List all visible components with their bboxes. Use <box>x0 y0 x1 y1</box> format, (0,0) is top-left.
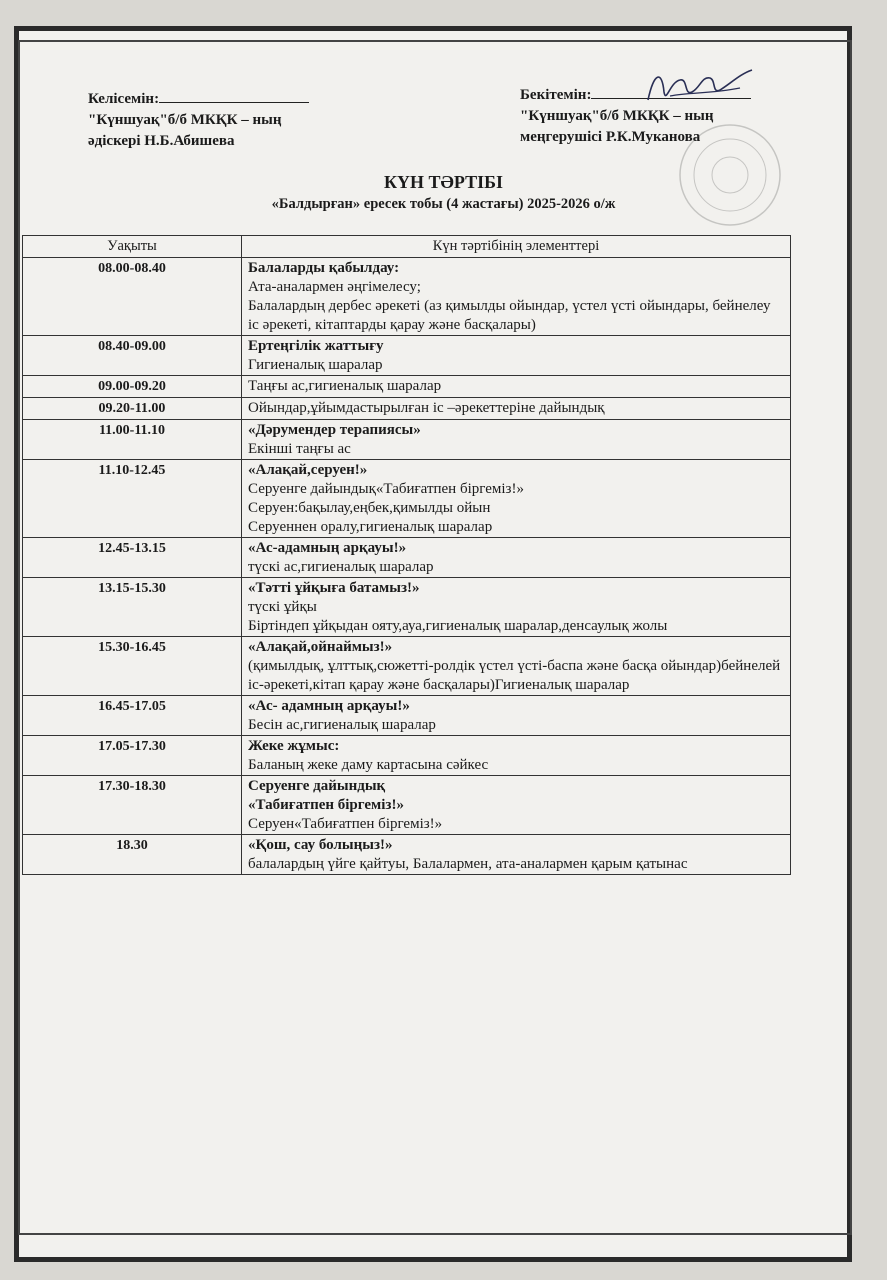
activity-line: Серуен«Табиғатпен біргеміз!» <box>248 816 443 832</box>
table-row <box>23 538 791 578</box>
table-row <box>23 420 791 460</box>
activity-line: «Алақай,серуен!» <box>248 462 368 478</box>
activity-line: Серуеннен оралу,гигиеналық шаралар <box>248 519 493 535</box>
time-cell: 17.30-18.30 <box>23 776 242 835</box>
signature-image <box>640 62 760 112</box>
time-cell: 18.30 <box>23 835 242 875</box>
activities-cell <box>242 538 791 578</box>
activities-cell <box>242 736 791 776</box>
table-row <box>23 460 791 538</box>
table-row <box>23 398 791 420</box>
time-cell: 09.20-11.00 <box>23 398 242 420</box>
activity-line: Бесін ас,гигиеналық шаралар <box>248 717 436 733</box>
activity-line: түскі ас,гигиеналық шаралар <box>248 559 434 575</box>
column-header-time: Уақыты <box>23 236 242 258</box>
agreed-signature-line <box>159 88 309 103</box>
time-cell: 09.00-09.20 <box>23 376 242 398</box>
activity-line: «Қош, сау болыңыз!» <box>248 837 393 853</box>
time-cell: 17.05-17.30 <box>23 736 242 776</box>
table-row <box>23 736 791 776</box>
activities-cell <box>242 398 791 420</box>
table-row <box>23 336 791 376</box>
activities-cell <box>242 637 791 696</box>
page-title: КҮН ТӘРТІБІ <box>384 172 503 192</box>
time-cell: 08.00-08.40 <box>23 258 242 336</box>
activity-line: «Табиғатпен біргеміз!» <box>248 797 404 813</box>
activity-line: Біртіндеп ұйқыдан ояту,ауа,гигиеналық шаралар,денсаулық жолы <box>248 618 668 634</box>
activity-line: Баланың жеке даму картасына сәйкес <box>248 757 489 773</box>
approved-org: "Күншуақ"б/б МКҚК – ның <box>520 108 714 124</box>
activity-line: Балалардың дербес әрекеті (аз қимылды ойындар, үстел үсті ойындары, бейнелеу іс әрекеті, кітаптарды қарау және басқалары) <box>248 298 771 333</box>
approved-person: меңгерушісі Р.К.Муканова <box>520 129 701 145</box>
schedule-table <box>22 235 791 875</box>
activity-line: түскі ұйқы <box>248 599 317 615</box>
activities-cell <box>242 696 791 736</box>
activity-line: Ойындар,ұйымдастырылған іс –әрекеттеріне дайындық <box>248 400 605 416</box>
agreed-block <box>88 88 309 152</box>
activities-cell <box>242 376 791 398</box>
activities-cell <box>242 578 791 637</box>
table-row <box>23 835 791 875</box>
agreed-label: Келісемін: <box>88 91 160 107</box>
approved-label: Бекітемін: <box>520 87 592 103</box>
activity-line: «Ас-адамның арқауы!» <box>248 540 407 556</box>
activity-line: Серуен:бақылау,еңбек,қимылды ойын <box>248 500 491 516</box>
activity-line: Ертеңгілік жаттығу <box>248 338 384 354</box>
activity-line: балалардың үйге қайтуы, Балалармен, ата-аналармен қарым қатынас <box>248 856 688 872</box>
activities-cell <box>242 420 791 460</box>
table-header-row <box>23 236 791 258</box>
table-row <box>23 376 791 398</box>
time-cell: 08.40-09.00 <box>23 336 242 376</box>
time-cell: 11.10-12.45 <box>23 460 242 538</box>
schedule-body <box>23 258 791 875</box>
time-cell: 11.00-11.10 <box>23 420 242 460</box>
activities-cell <box>242 460 791 538</box>
activity-line: Серуенге дайындық <box>248 778 386 794</box>
activity-line: Таңғы ас,гигиеналық шаралар <box>248 378 442 394</box>
activity-line: «Дәрумендер терапиясы» <box>248 422 421 438</box>
table-row <box>23 578 791 637</box>
activities-cell <box>242 835 791 875</box>
activity-line: Ата-аналармен әңгімелесу; <box>248 279 421 295</box>
time-cell: 12.45-13.15 <box>23 538 242 578</box>
activities-cell <box>242 776 791 835</box>
table-row <box>23 637 791 696</box>
activity-line: «Алақай,ойнаймыз!» <box>248 639 393 655</box>
activity-line: «Ас- адамның арқауы!» <box>248 698 410 714</box>
time-cell: 15.30-16.45 <box>23 637 242 696</box>
column-header-items: Күн тәртібінің элементтері <box>242 236 791 258</box>
activity-line: «Тәтті ұйқыға батамыз!» <box>248 580 420 596</box>
agreed-org: "Күншуақ"б/б МКҚК – ның <box>88 112 282 128</box>
page-subtitle: «Балдырған» ересек тобы (4 жастағы) 2025-2026 о/ж <box>271 196 616 212</box>
activities-cell <box>242 336 791 376</box>
time-cell: 13.15-15.30 <box>23 578 242 637</box>
agreed-person: әдіскері Н.Б.Абишева <box>88 133 235 149</box>
activity-line: Серуенге дайындық«Табиғатпен біргеміз!» <box>248 481 524 497</box>
activity-line: Балаларды қабылдау: <box>248 260 400 276</box>
activities-cell <box>242 258 791 336</box>
table-row <box>23 258 791 336</box>
table-row <box>23 696 791 736</box>
table-row <box>23 776 791 835</box>
activity-line: Гигиеналық шаралар <box>248 357 383 373</box>
time-cell: 16.45-17.05 <box>23 696 242 736</box>
activity-line: (қимылдық, ұлттық,сюжетті-ролдік үстел үсті-баспа және басқа ойындар)бейнелей іс-әрекеті,кітап қарау және басқалары)Гигиеналық шаралар <box>248 658 781 693</box>
activity-line: Екінші таңғы ас <box>248 441 351 457</box>
activity-line: Жеке жұмыс: <box>248 738 340 754</box>
